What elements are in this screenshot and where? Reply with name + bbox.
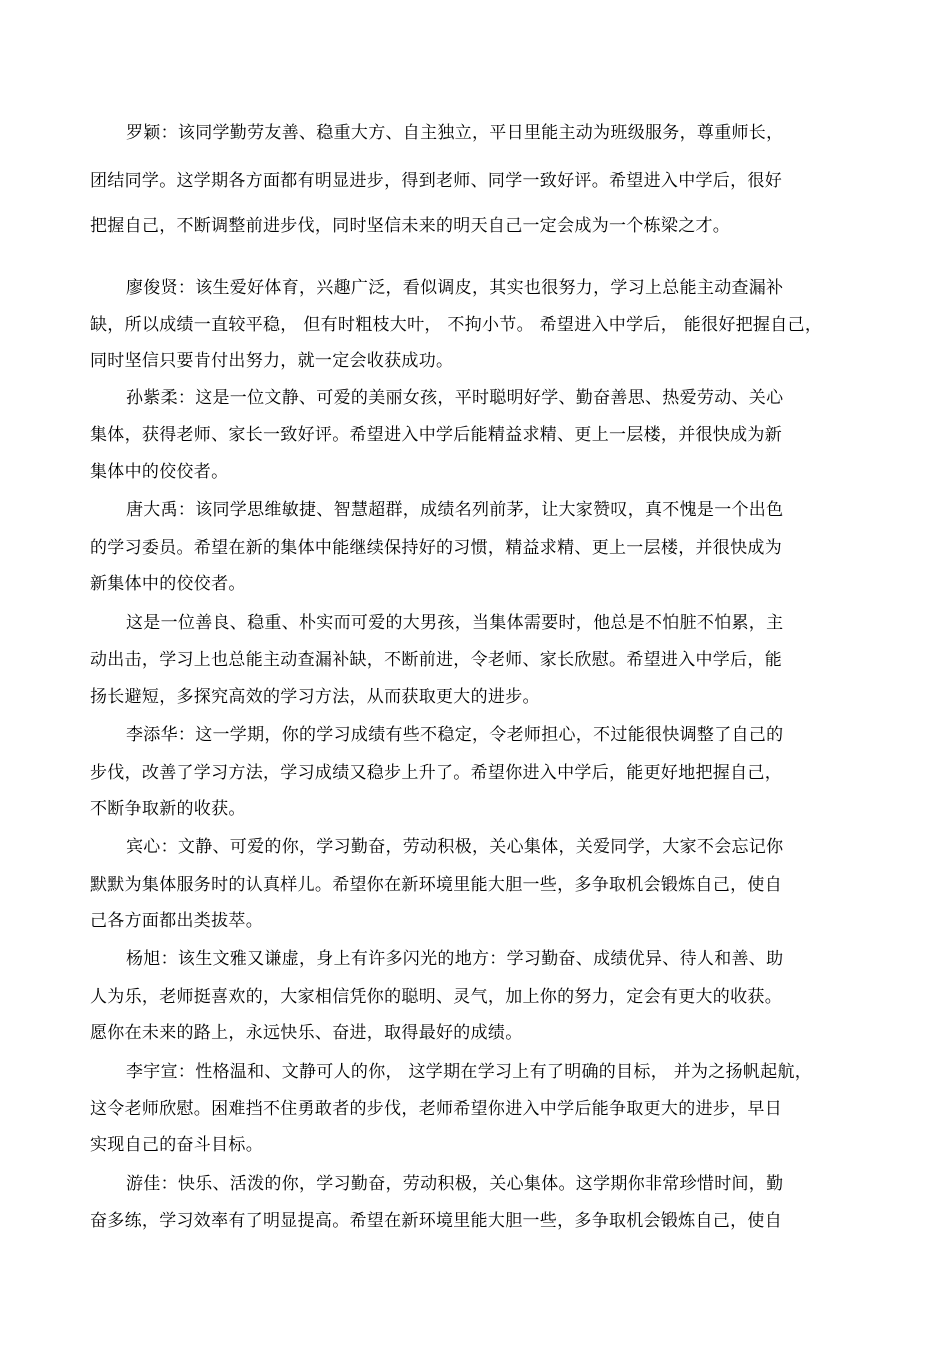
text-line: 同时坚信只要肯付出努力，就一定会收获成功。 <box>90 351 454 371</box>
text-line: 宾心：文静、可爱的你，学习勤奋，劳动积极，关心集体，关爱同学，大家不会忘记你 <box>126 837 784 857</box>
text-line: 把握自己，不断调整前进步伐，同时坚信未来的明天自己一定会成为一个栋梁之才。 <box>90 216 731 236</box>
text-line: 罗颖：该同学勤劳友善、稳重大方、自主独立，平日里能主动为班级服务，尊重师长， <box>126 123 784 143</box>
text-line: 扬长避短，多探究高效的学习方法，从而获取更大的进步。 <box>90 687 540 707</box>
text-line: 己各方面都出类拔萃。 <box>90 911 263 931</box>
text-line: 奋多练，学习效率有了明显提高。希望在新环境里能大胆一些，多争取机会锻炼自己，使自 <box>90 1211 782 1231</box>
text-line: 动出击，学习上也总能主动查漏补缺，不断前进，令老师、家长欣慰。希望进入中学后，能 <box>90 650 782 670</box>
text-line: 这令老师欣慰。困难挡不住勇敢者的步伐，老师希望你进入中学后能争取更大的进步，早日 <box>90 1099 782 1119</box>
text-line: 愿你在未来的路上，永远快乐、奋进，取得最好的成绩。 <box>90 1023 523 1043</box>
text-line: 的学习委员。希望在新的集体中能继续保持好的习惯，精益求精、更上一层楼，并很快成为 <box>90 538 782 558</box>
text-line: 团结同学。这学期各方面都有明显进步，得到老师、同学一致好评。希望进入中学后，很好 <box>90 171 782 191</box>
text-line: 唐大禹：该同学思维敏捷、智慧超群，成绩名列前茅，让大家赞叹，真不愧是一个出色 <box>126 500 784 520</box>
text-line: 新集体中的佼佼者。 <box>90 574 246 594</box>
text-line: 李宇宣：性格温和、文静可人的你， 这学期在学习上有了明确的目标， 并为之扬帆起航， <box>126 1062 813 1082</box>
text-line: 杨旭：该生文雅又谦虚，身上有许多闪光的地方：学习勤奋、成绩优异、待人和善、助 <box>126 949 784 969</box>
text-line: 缺，所以成绩一直较平稳， 但有时粗枝大叶， 不拘小节。 希望进入中学后， 能很好把握自己， <box>90 315 823 335</box>
text-line: 步伐，改善了学习方法，学习成绩又稳步上升了。希望你进入中学后，能更好地把握自己， <box>90 763 782 783</box>
text-line: 实现自己的奋斗目标。 <box>90 1135 263 1155</box>
text-line: 集体中的佼佼者。 <box>90 462 229 482</box>
text-line: 集体，获得老师、家长一致好评。希望进入中学后能精益求精、更上一层楼，并很快成为新 <box>90 425 782 445</box>
text-line: 廖俊贤：该生爱好体育，兴趣广泛，看似调皮，其实也很努力，学习上总能主动查漏补 <box>126 278 784 298</box>
text-line: 孙紫柔：这是一位文静、可爱的美丽女孩，平时聪明好学、勤奋善思、热爱劳动、关心 <box>126 388 784 408</box>
text-line: 这是一位善良、稳重、朴实而可爱的大男孩，当集体需要时，他总是不怕脏不怕累，主 <box>126 613 784 633</box>
text-line: 默默为集体服务时的认真样儿。希望你在新环境里能大胆一些，多争取机会锻炼自己，使自 <box>90 875 782 895</box>
text-line: 不断争取新的收获。 <box>90 799 246 819</box>
text-line: 李添华：这一学期，你的学习成绩有些不稳定，令老师担心，不过能很快调整了自己的 <box>126 725 784 745</box>
text-line: 人为乐，老师挺喜欢的，大家相信凭你的聪明、灵气，加上你的努力，定会有更大的收获。 <box>90 987 782 1007</box>
text-line: 游佳：快乐、活泼的你，学习勤奋，劳动积极，关心集体。这学期你非常珍惜时间，勤 <box>126 1174 784 1194</box>
